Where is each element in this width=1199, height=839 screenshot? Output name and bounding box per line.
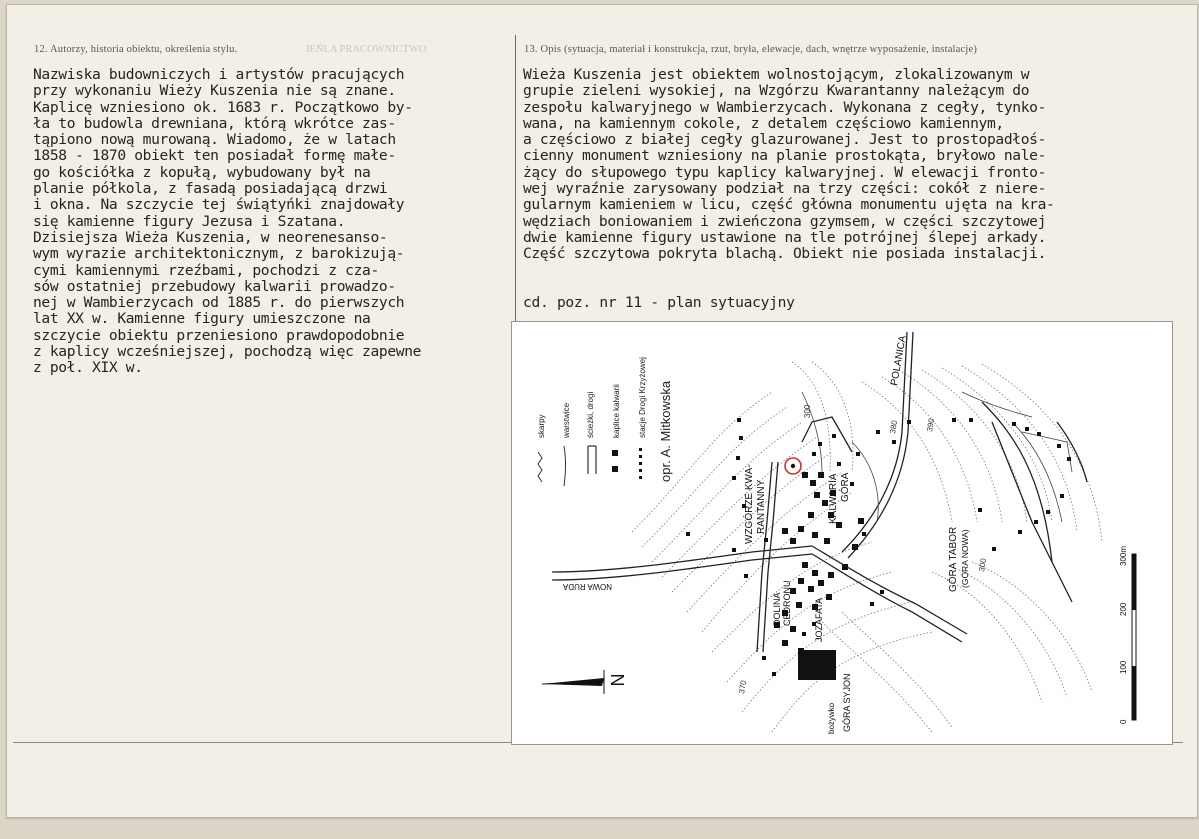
svg-text:380: 380 — [888, 419, 900, 435]
text-line: nej w Wambierzycach od 1885 r. do pierwszych — [33, 294, 405, 312]
label-wzgorze-2: RANTANNY — [756, 479, 767, 534]
site-plan-map — [511, 321, 1173, 745]
text-line: a częściowo z białej cegły glazurowanej. Jest to prostopadłoś- — [523, 131, 1047, 149]
label-dolina: DOLINA — [772, 592, 782, 626]
text-line: lat XX w. Kamienne figury umieszczone na — [33, 310, 371, 328]
text-line: sów ostatniej przebudowy kalwarii prowadzo- — [33, 277, 396, 295]
text-line: się kamienne figury Jezusa i Szatana. — [33, 212, 346, 230]
text-line: szczycie obiektu przeniesiono prawdopodobnie — [33, 326, 405, 344]
text-line: go kościółka z kopułą, wybudowany był na — [33, 163, 371, 181]
label-bozywko: bożywko — [827, 702, 836, 734]
text-line: cienny monument wzniesiony na planie prostokąta, bryłowo nale- — [523, 147, 1047, 165]
legend-skarpy: skarpy — [537, 414, 546, 438]
svg-text:370: 370 — [737, 679, 749, 695]
text-line: wej wyraźnie zarysowany podział na trzy części: cokół z niere- — [523, 180, 1047, 198]
text-line: wym wyrazie architektonicznym, z barokizują- — [33, 245, 405, 263]
section-12-text — [33, 67, 421, 377]
text-line: cymi kamiennymi rzeźbami, pochodzi z cza- — [33, 261, 379, 279]
text-line: wana, na kamiennym cokole, z detalem częściowo kamiennym, — [523, 114, 1004, 132]
legend-warstwice: warstwice — [562, 402, 571, 438]
svg-text:300: 300 — [803, 404, 812, 418]
text-line: Dzisiejsza Wieża Kuszenia, w neorenesanso- — [33, 228, 388, 246]
svg-text:390: 390 — [925, 417, 937, 433]
map-caption: cd. poz. nr 11 - plan sytuacyjny — [523, 294, 795, 311]
contour-lines — [632, 362, 1102, 732]
text-line: wędziach boniowaniem i zwieńczona gzymsem, w części szczytowej — [523, 212, 1047, 230]
label-gora-nowa: (GÓRA NOWA) — [960, 529, 970, 588]
north-arrow — [542, 670, 628, 694]
text-line: planie półkola, z fasadą posiadającą drzwi — [33, 180, 388, 198]
text-line: żący do słupowego typu kaplicy kalwaryjnej. W elewacji fronto- — [523, 163, 1047, 181]
legend-paths: ścieżki, drogi — [586, 391, 595, 438]
label-gora-syjon: GÓRA SYJON — [842, 673, 852, 732]
section-13-text — [523, 67, 1054, 263]
text-line: i okna. Na szczycie tej świątyńki znajdowały — [33, 196, 405, 214]
north-label: N — [608, 673, 628, 687]
text-line: zespołu kalwaryjnego w Wambierzycach. Wykonana z cegły, tynko- — [523, 98, 1047, 116]
section-12-heading: 12. Autorzy, historia obiektu, określenia stylu. — [34, 44, 238, 55]
text-line: 1858 - 1870 obiekt ten posiadał formę małe- — [33, 147, 396, 165]
label-wzgorze: WZGÓRZE KWA- — [744, 464, 755, 544]
legend-stations: stacje Drogi Krzyżowej — [638, 357, 647, 438]
svg-text:300m: 300m — [1119, 545, 1128, 566]
text-line: tąpiono nową murowaną. Wiadomo, że w latach — [33, 131, 396, 149]
text-line: Część szczytowa pokryta blachą. Obiekt nie posiada instalacji. — [523, 245, 1047, 263]
label-cedronu: CEDRONU — [782, 580, 792, 626]
text-line: z poł. XIX w. — [33, 359, 143, 377]
svg-text:300: 300 — [977, 557, 989, 573]
station-markers — [686, 418, 1071, 676]
label-jozafata: JOZAFATA — [814, 597, 824, 642]
text-line: grupie zieleni wysokiej, na Wzgórzu Kwarantanny należącym do — [523, 82, 1030, 100]
svg-text:100: 100 — [1119, 660, 1128, 674]
svg-text:0: 0 — [1119, 719, 1128, 724]
scale-bar — [1119, 546, 1136, 724]
label-gora-tabor: GÓRA TABOR — [948, 526, 959, 592]
text-line: dwie kamienne figury ustawione na tle potrójnej ślepej arkady. — [523, 228, 1047, 246]
label-polanica: POLANICA — [889, 334, 909, 387]
faded-stamp-text: IEŃLA PRACOWNICTWO — [306, 44, 427, 55]
text-line: Wieża Kuszenia jest obiektem wolnostojącym, zlokalizowanym w — [523, 66, 1030, 83]
text-line: ła to budowla drewniana, którą wkrótce zas- — [33, 114, 396, 132]
label-kalwaria: KALWARIA — [828, 473, 839, 524]
legend-author: opr. A. Mitkowska — [658, 380, 673, 482]
label-nowa-ruda: NOWA RUDA — [562, 582, 612, 591]
map-legend — [537, 357, 673, 486]
legend-chapels: kaplice kalwarii — [612, 384, 621, 438]
text-line: przy wykonaniu Wieży Kuszenia nie są znane. — [33, 82, 396, 100]
label-gora: GÓRA — [840, 472, 851, 502]
section-13-heading: 13. Opis (sytuacja, materiał i konstrukcja, rzut, bryła, elewacje, dach, wnętrze wyposażenie, instalacje) — [524, 44, 978, 55]
text-line: Nazwiska budowniczych i artystów pracujących — [33, 66, 405, 83]
text-line: Kaplicę wzniesiono ok. 1683 r. Początkowo by- — [33, 98, 413, 116]
text-line: gularnym kamieniem w licu, część główna monumentu ujęta na kra- — [523, 196, 1055, 214]
text-line: z kaplicy wcześniejszej, pochodzą więc zapewne — [33, 343, 422, 361]
svg-text:200: 200 — [1119, 602, 1128, 616]
